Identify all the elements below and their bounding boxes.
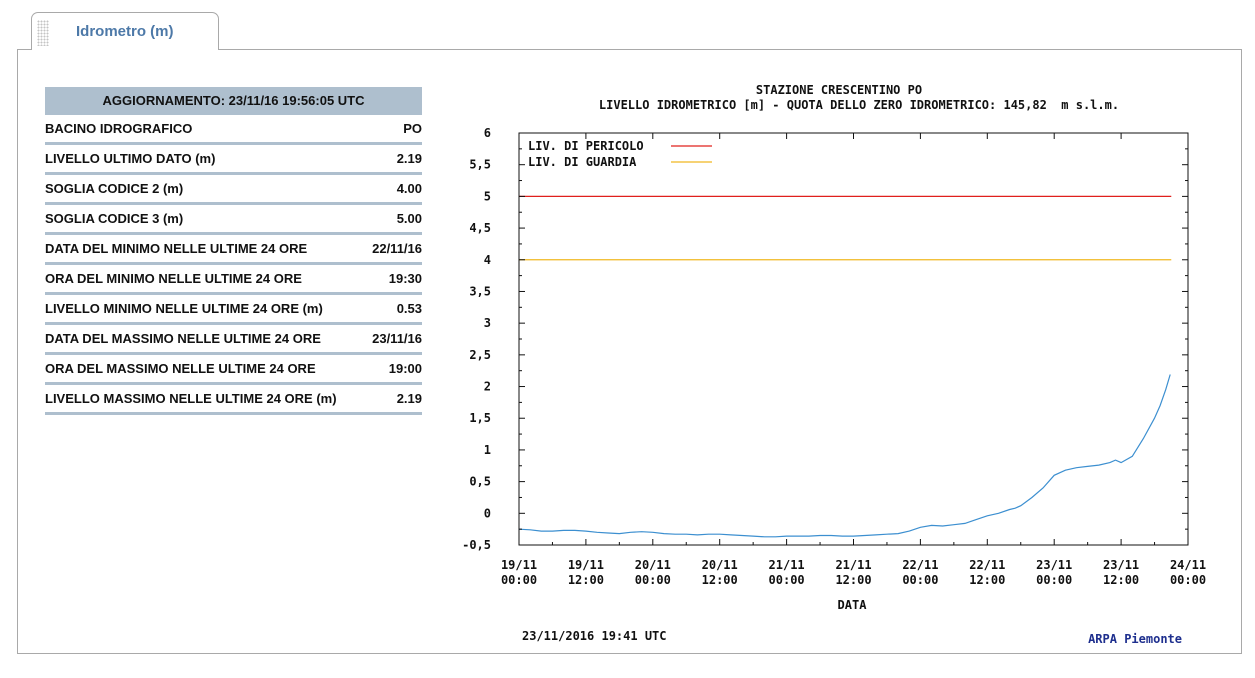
table-row — [45, 355, 422, 385]
x-tick-time: 00:00 — [1169, 573, 1207, 587]
row-label: ORA DEL MINIMO NELLE ULTIME 24 ORE — [45, 271, 302, 286]
x-tick-date: 20/11 — [701, 558, 738, 572]
legend-label: LIV. DI GUARDIA — [528, 155, 637, 169]
table-row — [45, 205, 422, 235]
y-tick-label: 2,5 — [469, 347, 491, 362]
table-row — [45, 295, 422, 325]
x-tick-date: 19/11 — [500, 558, 538, 572]
x-tick-time: 00:00 — [768, 573, 805, 587]
row-value: 23/11/16 — [372, 331, 422, 346]
y-tick-label: 4,5 — [469, 221, 491, 236]
legend-label: LIV. DI PERICOLO — [528, 139, 644, 153]
row-value: 19:30 — [388, 271, 422, 286]
row-label: DATA DEL MASSIMO NELLE ULTIME 24 ORE — [45, 331, 321, 346]
y-tick-label: 1 — [483, 442, 491, 457]
table-row — [45, 115, 422, 145]
row-value: PO — [403, 121, 422, 136]
footer-date: 23/11/2016 19:41 UTC — [522, 629, 667, 643]
row-value: 4.00 — [396, 181, 422, 196]
x-tick-time: 12:00 — [567, 573, 604, 587]
row-label: LIVELLO ULTIMO DATO (m) — [45, 151, 216, 166]
table-row — [45, 175, 422, 205]
row-label: BACINO IDROGRAFICO — [45, 121, 193, 136]
x-tick-time: 12:00 — [969, 573, 1006, 587]
x-tick-date: 20/11 — [634, 558, 671, 572]
x-tick-time: 00:00 — [500, 573, 538, 587]
plot-frame — [519, 133, 1188, 545]
row-label: ORA DEL MASSIMO NELLE ULTIME 24 ORE — [45, 361, 316, 376]
row-label: SOGLIA CODICE 2 (m) — [45, 181, 184, 196]
table-row — [45, 235, 422, 265]
x-tick-time: 00:00 — [902, 573, 939, 587]
row-label: SOGLIA CODICE 3 (m) — [45, 211, 184, 226]
grip-icon — [37, 20, 49, 46]
table-row — [45, 145, 422, 175]
row-label: DATA DEL MINIMO NELLE ULTIME 24 ORE — [45, 241, 308, 256]
y-tick-label: 3,5 — [469, 284, 491, 299]
x-tick-date: 21/11 — [768, 558, 805, 572]
y-tick-label: 6 — [483, 126, 491, 140]
y-tick-label: 2 — [483, 379, 491, 394]
y-tick-label: 0 — [483, 506, 491, 521]
info-table — [45, 87, 422, 415]
row-label: LIVELLO MASSIMO NELLE ULTIME 24 ORE (m) — [45, 391, 337, 406]
row-value: 5.00 — [396, 211, 422, 226]
y-tick-label: -0,5 — [462, 538, 491, 552]
x-tick-time: 12:00 — [835, 573, 872, 587]
x-tick-date: 24/11 — [1169, 558, 1207, 572]
row-value: 22/11/16 — [372, 241, 422, 256]
row-value: 2.19 — [396, 391, 422, 406]
x-tick-date: 22/11 — [902, 558, 939, 572]
y-tick-label: 0,5 — [469, 474, 491, 489]
table-row — [45, 265, 422, 295]
x-tick-time: 12:00 — [1103, 573, 1140, 587]
row-value: 19:00 — [388, 361, 422, 376]
row-value: 0.53 — [396, 301, 422, 316]
x-tick-date: 19/11 — [567, 558, 604, 572]
x-tick-time: 00:00 — [634, 573, 671, 587]
chart-title: STAZIONE CRESCENTINO PO — [755, 83, 923, 97]
chart-subtitle: LIVELLO IDROMETRICO [m] - QUOTA DELLO ZERO IDROMETRICO: 145,82 m s.l.m. — [598, 98, 1120, 112]
x-tick-date: 23/11 — [1036, 558, 1073, 572]
tab-idrometro[interactable] — [31, 12, 219, 50]
x-tick-date: 23/11 — [1103, 558, 1140, 572]
y-tick-label: 4 — [483, 252, 491, 267]
x-tick-time: 00:00 — [1036, 573, 1073, 587]
y-tick-label: 5,5 — [469, 157, 491, 172]
y-tick-label: 3 — [483, 316, 491, 331]
credit-label: ARPA Piemonte — [1088, 632, 1182, 646]
table-row — [45, 385, 422, 415]
x-tick-date: 22/11 — [969, 558, 1006, 572]
row-value: 2.19 — [396, 151, 422, 166]
y-tick-label: 1,5 — [469, 411, 491, 426]
tab-label: Idrometro (m) — [76, 23, 174, 40]
x-axis-label: DATA — [837, 598, 867, 612]
y-tick-label: 5 — [483, 189, 491, 204]
row-label: LIVELLO MINIMO NELLE ULTIME 24 ORE (m) — [45, 301, 323, 316]
x-tick-date: 21/11 — [835, 558, 872, 572]
water-level-line — [519, 375, 1170, 537]
table-row — [45, 325, 422, 355]
x-tick-time: 12:00 — [701, 573, 738, 587]
table-header: AGGIORNAMENTO: 23/11/16 19:56:05 UTC — [45, 87, 422, 115]
water-level-chart — [440, 80, 1230, 650]
